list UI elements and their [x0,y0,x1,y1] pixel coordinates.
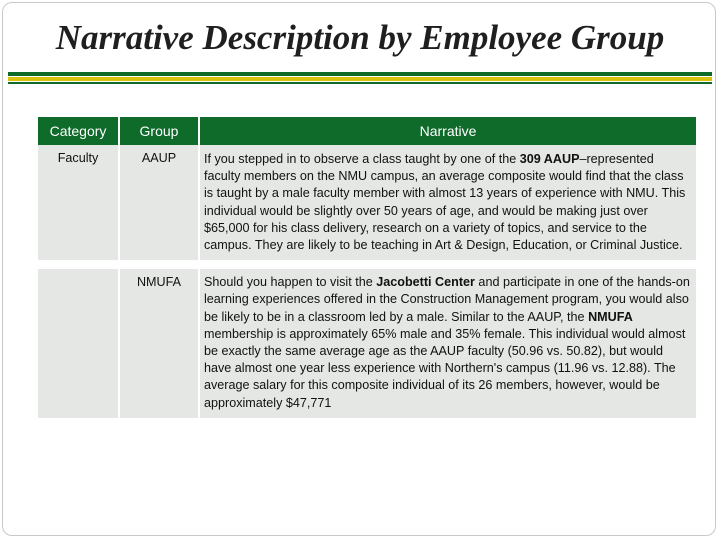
narrative-text: membership is approximately 65% male and 35% female. This individual would almost be exactly the same average age as the AAUP faculty (50.96 vs. 50.82), but would have almost one year less experience with Northern's campus (11.96 vs. 12.88). The average salary for this composite individual of its 26 members, however, would be approximately $47,771 [204,326,686,410]
cell-narrative [200,145,696,269]
header-group: Group [120,117,198,145]
narrative-text: and participate in one of the hands-on learning experiences offered in the Construction Management program, you would also be likely to be in a classroom led by a male. Similar to the AAUP, the [204,275,690,324]
narrative-table [36,117,698,418]
narrative-text: If you stepped in to observe a class taught by one of the [204,152,520,166]
table-header-row [38,117,696,145]
title-rule-green [8,72,712,76]
cell-group: NMUFA [120,269,198,418]
cell-category [38,269,118,418]
cell-narrative [200,269,696,418]
narrative-emphasis: Jacobetti Center [376,275,475,290]
narrative-text: –represented faculty members on the NMU campus, an average composite would find that the class is taught by a male faculty member with almost 13 years of experience with NMU. This individual would be slightly over 50 years of age, and would be making just over $65,000 for his class delivery, research on a variety of topics, and service to the campus. They are likely to be teaching in Art & Design, Education, or Criminal Justice. [204,152,686,253]
title-rule-green-thin [8,82,712,84]
table-row [38,269,696,418]
title-rule-gold [8,77,712,81]
slide-title: Narrative Description by Employee Group [55,18,665,57]
header-category: Category [38,117,118,145]
cell-category: Faculty [38,145,118,269]
narrative-emphasis: 309 AAUP [519,152,580,166]
header-narrative: Narrative [200,117,696,145]
cell-group: AAUP [120,145,198,269]
narrative-emphasis: NMUFA [588,309,633,324]
table-row [38,145,696,269]
narrative-text: Should you happen to visit the [204,275,377,290]
